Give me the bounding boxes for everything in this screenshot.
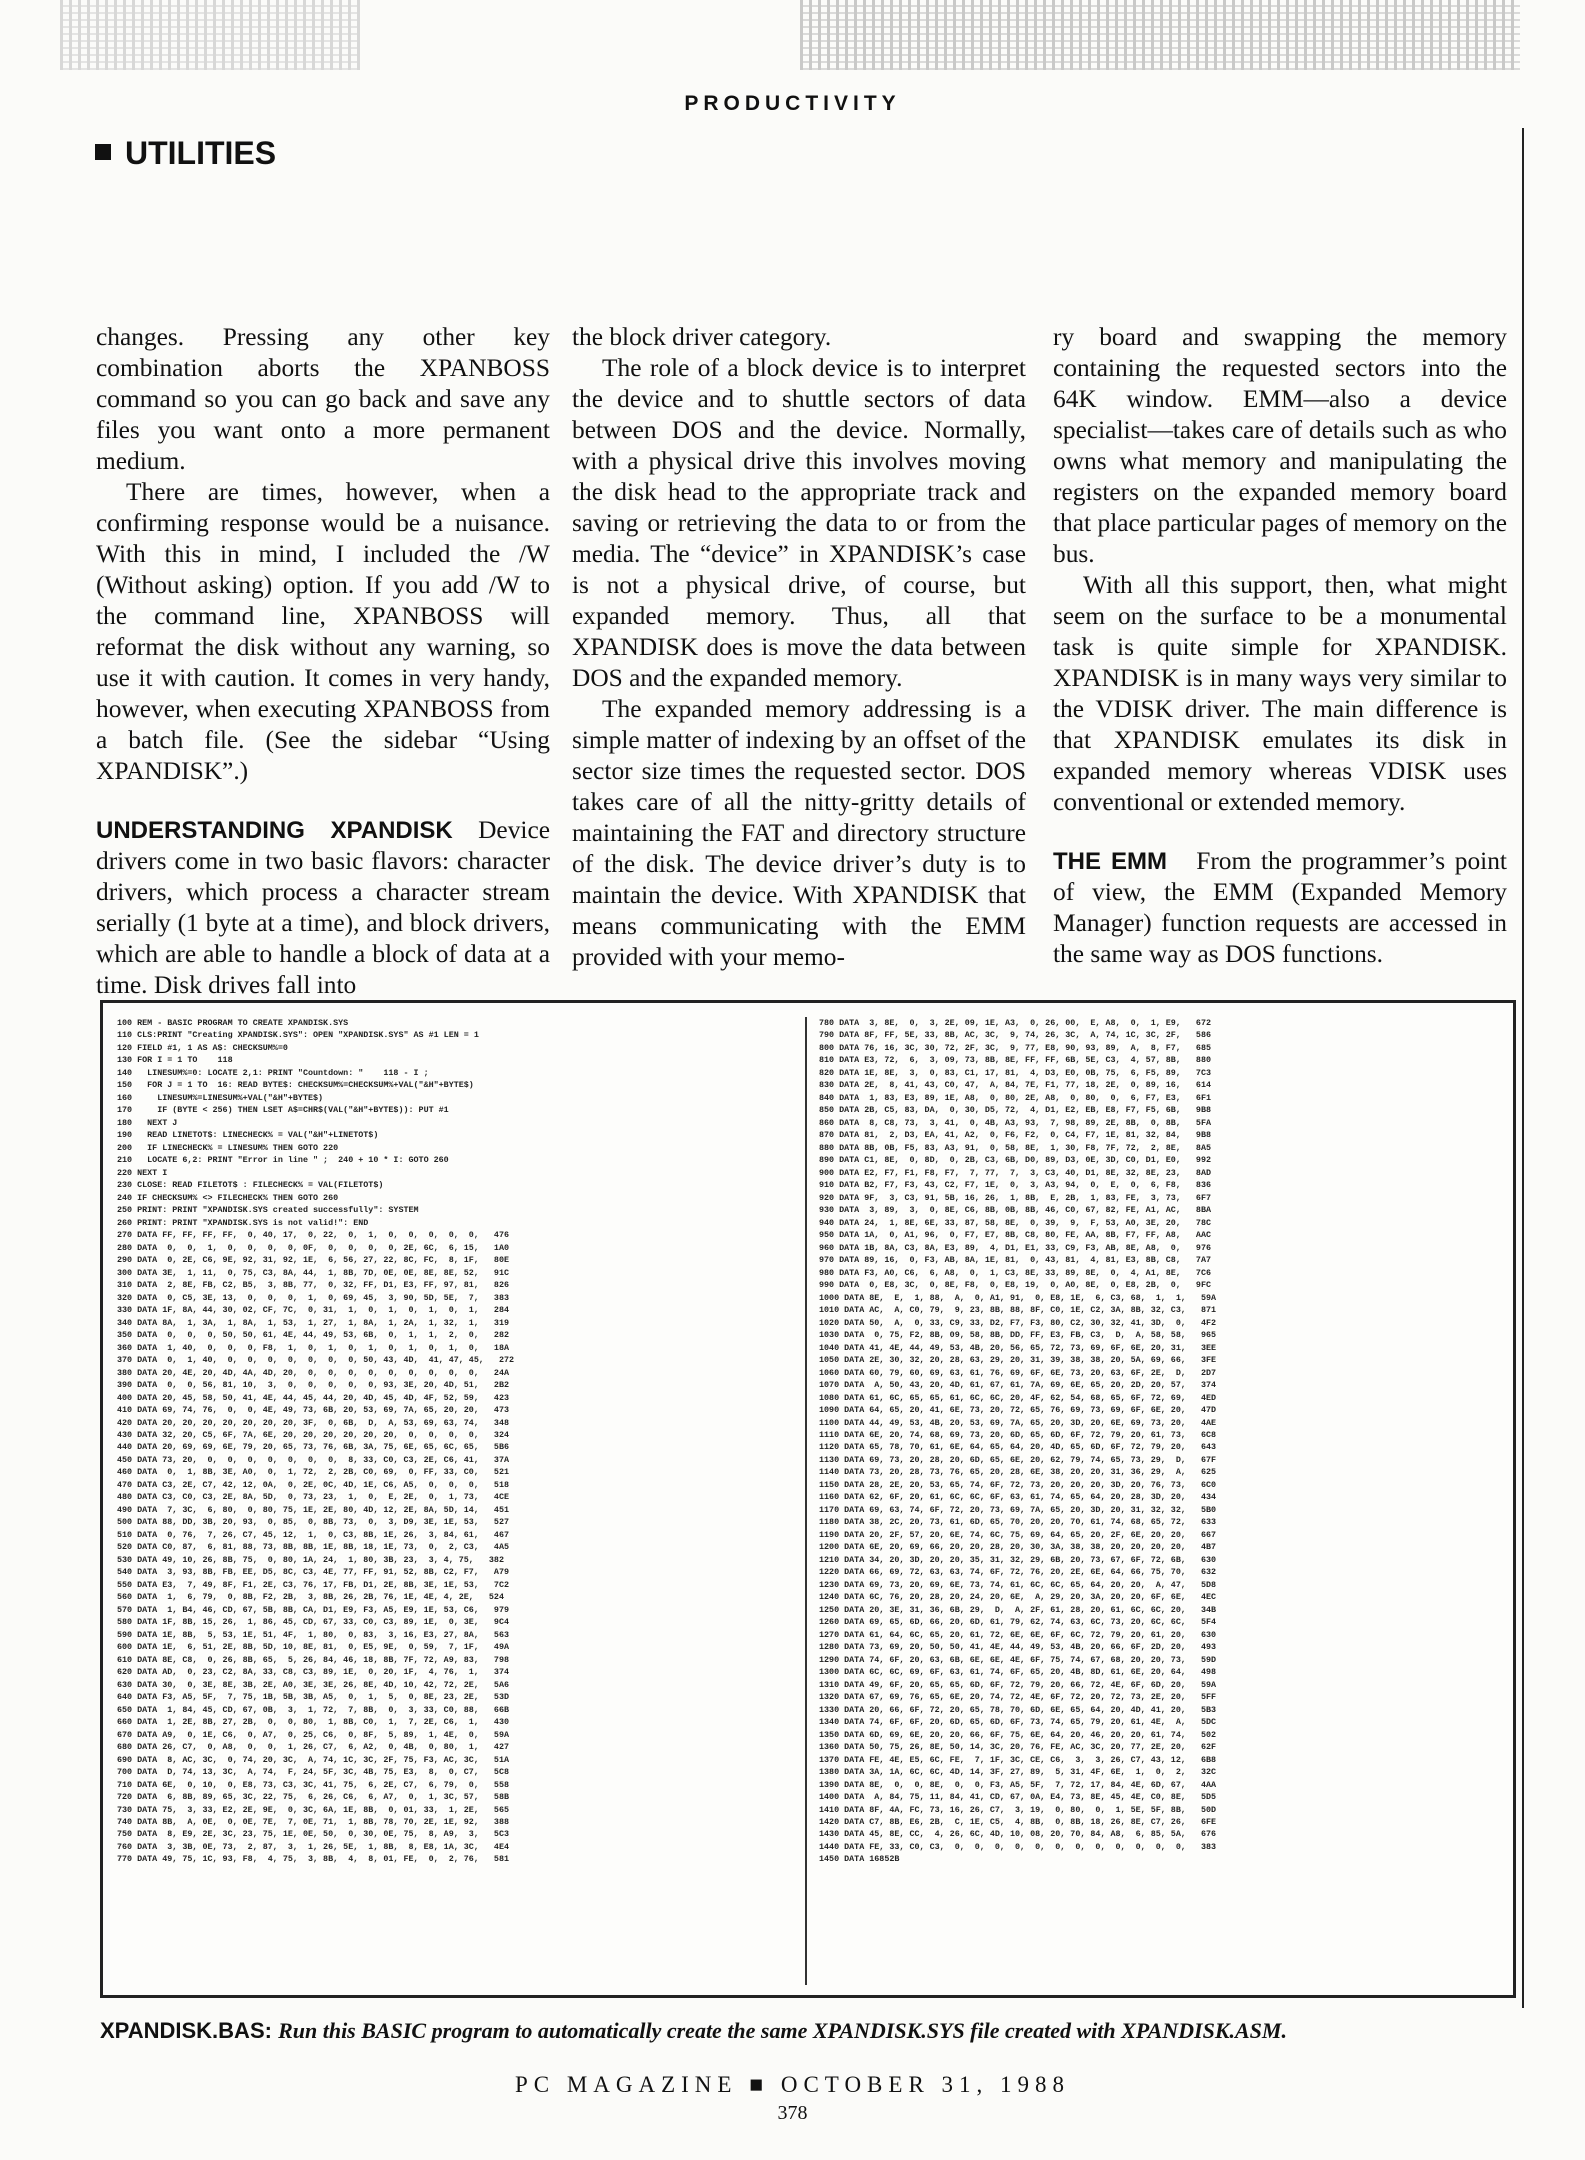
paragraph: changes. Pressing any other key combination aborts the XPANBOSS command so you can go back and save any files you want onto a more permanent medium. [96, 323, 550, 475]
listing-divider [805, 1017, 807, 1985]
subhead-understanding-xpandisk: UNDERSTANDING XPANDISK [96, 817, 453, 844]
paragraph-text: From the programmer’s point of view, the EMM (Expanded Memory Manager) function requests are accessed in the same way as DOS functions. [1053, 847, 1507, 968]
text-column-3 [1053, 322, 1507, 970]
section-title [95, 135, 276, 172]
paragraph: With all this support, then, what might seem on the surface to be a monumental task is quite simple for XPANDISK. XPANDISK is in many ways very similar to the VDISK driver. The main difference is that XPANDISK emulates its disk in expanded memory whereas VDISK uses conventional or extended memory. [1053, 571, 1507, 816]
scan-noise [800, 0, 1520, 70]
code-listing-box [100, 1000, 1516, 1998]
text-column-1 [96, 322, 550, 1001]
square-bullet-icon [95, 144, 111, 160]
paragraph: ry board and swapping the memory containing the requested sectors into the 64K window. EMM—also a device specialist—takes care of details such as who owns what memory and manipulating the registers on the expanded memory board that place particular pages of memory on the bus. [1053, 323, 1507, 568]
section-title-text: UTILITIES [125, 135, 277, 171]
paragraph [96, 815, 550, 1001]
caption-label: XPANDISK.BAS: [100, 2018, 272, 2043]
code-listing-left: 100 REM - BASIC PROGRAM TO CREATE XPANDISK.SYS 110 CLS:PRINT "Creating XPANDISK.SYS": OPEN "XPANDISK.SYS" AS #1 LEN = 1 120 FIELD #1, 1 AS A$: CHECKSUM%=0 130 FOR I = 1 TO 118 140 LINESUM%=0: LOCATE 2,1: PRINT "Countdown: " 118 - I ; 150 FOR J = 1 TO 16: READ BYTE$: CHECKSUM%=CHECKSUM%+VAL("&H"+BYTE$) 160 LINESUM%=LINESUM%+VAL("&H"+BYTE$) 170 IF (BYTE < 256) THEN LSET A$=CHR$(VAL("&H"+BYTE$)): PUT #1 180 NEXT J 190 READ LINETOT$: LINECHECK% = VAL("&H"+LINETOT$) 200 IF LINECHECK% = LINESUM% THEN GOTO 220 210 LOCATE 6,2: PRINT "Error in line " ; 240 + 10 * I: GOTO 260 220 NEXT I 230 CLOSE: READ FILETOT$ : FILECHECK% = VAL(FILETOT$) 240 IF CHECKSUM% <> FILECHECK% THEN GOTO 260 250 PRINT: PRINT "XPANDISK.SYS created successfully": SYSTEM 260 PRINT: PRINT "XPANDISK.SYS is not valid!": END 270 DATA FF, FF, FF, FF, 0, 40, 17, 0, 22, 0, 1, 0, 0, 0, 0, 0, 476 280 DATA 0, 0, 1, 0, 0, 0, 0, 0F, 0, 0, 0, 0, 2E, 6C, 6, 15, 1A0 290 DATA 0, 2E, C6, 9E, 92, 31, 92, 1E, 6, 56, 27, 22, 8C, FC, 8, 1F, 80E 300 DATA 3E, 1, 11, 0, 75, C3, 8A, 44, 1, 8B, 7D, 0E, 0E, 8E, 8E, 52, 91C 310 DATA 2, 8E, FB, C2, B5, 3, 8B, 77, 0, 32, FF, D1, E3, FF, 97, 81, 826 320 DATA 0, C5, 3E, 13, 0, 0, 0, 1, 0, 69, 45, 3, 90, 5D, 5E, 7, 383 330 DATA 1F, 8A, 44, 30, 02, CF, 7C, 0, 31, 1, 0, 1, 0, 1, 0, 1, 284 340 DATA 8A, 1, 3A, 1, 8A, 1, 53, 1, 27, 1, 8A, 1, 2A, 1, 32, 1, 319 350 DATA 0, 0, 0, 50, 50, 61, 4E, 44, 49, 53, 6B, 0, 1, 1, 2, 0, 282 360 DATA 1, 40, 0, 0, 0, F8, 1, 0, 1, 0, 1, 0, 1, 0, 1, 0, 18A 370 DATA 0, 1, 40, 0, 0, 0, 0, 0, 0, 0, 50, 43, 4D, 41, 47, 45, 272 380 DATA 20, 4E, 20, 4D, 4A, 4D, 20, 0, 0, 0, 0, 0, 0, 0, 0, 0, 24A 390 DATA 0, 0, 56, 81, 10, 3, 0, 0, 0, 0, 0, 93, 3E, 20, 4D, 51, 2B2 400 DATA 20, 45, 58, 50, 41, 4E, 44, 45, 44, 20, 4D, 45, 4D, 4F, 52, 59, 423 410 DATA 69, 74, 76, 0, 0, 4E, 49, 73, 6B, 20, 53, 69, 7A, 65, 20, 20, 473 420 DATA 20, 20, 20, 20, 20, 20, 20, 3F, 0, 6B, D, A, 53, 69, 63, 74, 348 430 DATA 32, 20, C5, 6F, 7A, 6E, 20, 20, 20, 20, 20, 20, 0, 0, 0, 0, 324 440 DATA 20, 69, 69, 6E, 79, 20, 65, 73, 76, 6B, 3A, 75, 6E, 65, 6C, 65, 5B6 450 DATA 73, 20, 0, 0, 0, 0, 0, 0, 0, 8, 33, C0, C3, 2E, C6, 41, 37A 460 DATA 0, 1, 8B, 3E, A0, 0, 1, 72, 2, 2B, C0, 69, 0, FF, 33, C0, 521 470 DATA C3, 2E, C7, 42, 12, 0A, 0, 2E, 0C, 4D, 1E, C6, A5, 0, 0, 0, 518 480 DATA C3, C0, C3, 2E, 8A, 5D, 0, 73, 23, 1, 0, E, 2E, 0, 1, 73, 4CE 490 DATA 7, 3C, 6, 80, 0, 80, 75, 1E, 2E, 80, 4D, 12, 2E, 8A, 5D, 14, 451 500 DATA 88, DD, 3B, 20, 93, 0, 85, 0, 8B, 73, 0, 3, D9, 3E, 1E, 53, 527 510 DATA 0, 76, 7, 26, C7, 45, 12, 1, 0, C3, 8B, 1E, 26, 3, 84, 61, 467 520 DATA C0, 87, 6, 81, 88, 73, 8B, 8B, 1E, 8B, 18, 1E, 73, 0, 2, C3, 4A5 530 DATA 49, 10, 26, 8B, 75, 0, 80, 1A, 24, 1, 80, 3B, 23, 3, 4, 75, 382 540 DATA 3, 93, 8B, FB, EE, D5, 8C, C3, 4E, 77, FF, 91, 52, 8B, C2, F7, A79 550 DATA E3, 7, 49, 8F, F1, 2E, C3, 76, 17, FB, D1, 2E, 8B, 3E, 1E, 53, 7C2 560 DATA 1, 6, 79, 0, 8B, F2, 2B, 3, 8B, 26, 2B, 76, 1E, 4E, 4, 2E, 524 570 DATA 1, B4, 46, CD, 67, 5B, 8B, CA, D1, E9, F3, A5, E9, 1E, 53, C6, 979 580 DATA 1F, 8B, 15, 26, 1, 86, 45, CD, 67, 33, C0, C3, 89, 1E, 0, 3E, 9C4 590 DATA 1E, 8B, 5, 53, 1E, 51, 4F, 1, 80, 0, 83, 3, 16, E3, 27, 8A, 563 600 DATA 1E, 6, 51, 2E, 8B, 5D, 10, 8E, 81, 0, E5, 9E, 0, 59, 7, 1F, 49A 610 DATA 8E, C8, 0, 26, 8B, 65, 5, 26, 84, 46, 18, 8B, 7F, 72, A9, 83, 798 620 DATA AD, 0, 23, C2, 8A, 33, C8, C3, 89, 1E, 0, 20, 1F, 4, 76, 1, 374 630 DATA 30, 0, 3E, 8E, 3B, 2E, A0, 3E, 3E, 26, 8E, 4D, 10, 42, 72, 2E, 5A6 640 DATA F3, A5, 5F, 7, 75, 1B, 5B, 3B, A5, 0, 1, 5, 0, 8E, 23, 2E, 53D 650 DATA 1, 84, 45, CD, 67, 0B, 3, 1, 72, 7, 8B, 0, 3, 33, C0, 88, 66B 660 DATA 1, 2E, 8B, 27, 2B, 0, 0, 80, 1, 8B, C0, 1, 7, 2E, C6, 1, 430 670 DATA A9, 0, 1E, C6, 0, A7, 0, 25, C6, 0, 8F, 5, 89, 1, 4E, 0, 59A 680 DATA 26, C7, 0, A8, 0, 0, 1, 26, C7, 6, A2, 0, 4B, 0, 80, 1, 427 690 DATA 8, AC, 3C, 0, 74, 20, 3C, A, 74, 1C, 3C, 2F, 75, F3, AC, 3C, 51A 700 DATA D, 74, 13, 3C, A, 74, F, 24, 5F, 3C, 4B, 75, E3, 8, 0, C7, 5C8 710 DATA 6E, 0, 10, 0, E8, 73, C3, 3C, 41, 75, 6, 2E, C7, 6, 79, 0, 558 720 DATA 6, 8B, 89, 65, 3C, 22, 75, 6, 26, C6, 6, A7, 0, 1, 3C, 57, 58B 730 DATA 75, 3, 33, E2, 2E, 9E, 0, 3C, 6A, 1E, 8B, 0, 01, 33, 1, 2E, 565 740 DATA 8B, A, 0E, 0, 0E, 7E, 7, 0E, 71, 1, 8B, 78, 70, 2E, 1E, 92, 388 750 DATA 8, E9, 2E, 3C, 23, 75, 1E, 0E, 50, 0, 30, 0E, 75, 8, A9, 3, 5C3 760 DATA 3, 3B, 0E, 73, 2, 87, 3, 1, 26, 5E, 1, 8B, 8, E8, 1A, 3C, 4E4 770 DATA 49, 75, 1C, 93, F8, 4, 75, 3, 8B, 4, 8, 01, FE, 0, 2, 76, 581 [117, 1018, 515, 1865]
page-number: 378 [777, 2102, 808, 2124]
paragraph: The role of a block device is to interpret the device and to shuttle sectors of data between DOS and the device. Normally, with a physical drive this involves moving the disk head to the appropriate track and saving or retrieving the data to or from the media. The “device” in XPANDISK’s case is not a physical drive, of course, but expanded memory. Thus, all that XPANDISK does is move the data between DOS and the expanded memory. [572, 354, 1026, 692]
paragraph: the block driver category. [572, 323, 832, 351]
code-listing-right: 780 DATA 3, 8E, 0, 3, 2E, 09, 1E, A3, 0, 26, 00, E, A8, 0, 1, E9, 672 790 DATA 8F, FF, 5E, 33, 8B, AC, 3C, 9, 74, 26, 3C, A, 74, 1C, 3C, 2F, 586 800 DATA 76, 16, 3C, 30, 72, 2F, 3C, 9, 77, E8, 90, 93, 89, A, 8, F7, 685 810 DATA E3, 72, 6, 3, 09, 73, 8B, 8E, FF, FF, 6B, 5E, C3, 4, 57, 8B, 880 820 DATA 1E, 8E, 3, 0, 83, C1, 17, 81, 4, D3, E0, 0B, 75, 6, F5, 89, 7C3 830 DATA 2E, 8, 41, 43, C0, 47, A, 84, 7E, F1, 77, 18, 2E, 0, 89, 16, 614 840 DATA 1, 83, E3, 89, 1E, A8, 0, 80, 2E, A8, 0, 80, 0, 6, F7, E3, 6F1 850 DATA 2B, C5, 83, DA, 0, 30, D5, 72, 4, D1, E2, EB, E8, F7, F5, 6B, 9B8 860 DATA 8, C8, 73, 3, 41, 0, 4B, A3, 93, 7, 98, 89, 2E, 8B, 0, 8B, 5FA 870 DATA 81, 2, D3, EA, 41, A2, 0, F6, F2, 0, C4, F7, 1E, 81, 32, 84, 9B8 880 DATA 8B, 0B, F5, 83, A3, 91, 0, 58, 8E, 1, 30, F8, 7F, 72, 2, 8E, 8A5 890 DATA C1, 8E, 0, 8D, 0, 2B, C3, 6B, D0, 89, D3, 0E, 3D, C0, D1, E0, 992 900 DATA E2, F7, F1, F8, F7, 7, 77, 7, 3, C3, 40, D1, 8E, 32, 8E, 23, 8AD 910 DATA B2, F7, F3, 43, C2, F7, 1E, 0, 3, A3, 94, 0, E, 0, 6, F8, 836 920 DATA 9F, 3, C3, 91, 5B, 16, 26, 1, 8B, E, 2B, 1, 83, FE, 3, 73, 6F7 930 DATA 3, 89, 3, 0, 8E, C6, 8B, 0B, 8B, 46, C0, 67, 82, FE, A1, AC, 8BA 940 DATA 24, 1, 8E, 6E, 33, 87, 58, 8E, 0, 39, 9, F, 53, A0, 3E, 20, 78C 950 DATA 1A, 0, A1, 96, 0, F7, E7, 8B, C8, 80, FE, AA, 8B, F7, FF, A8, AAC 960 DATA 1B, 8A, C3, 8A, E3, 89, 4, D1, E1, 33, C9, F3, AB, 8E, A8, 0, 976 970 DATA 89, 16, 0, F3, AB, 8A, 1E, 81, 0, 43, 81, 4, 81, E3, 8B, C8, 7A7 980 DATA F3, A0, C6, 6, A8, 0, 1, C3, 8E, 33, 89, 8E, 0, 4, A1, 8E, 7C6 990 DATA 0, E8, 3C, 0, 8E, F8, 0, E8, 19, 0, A0, 8E, 0, E8, 2B, 0, 9FC 1000 DATA 8E, E, 1, 88, A, 0, A1, 91, 0, E8, 1E, 6, C3, 68, 1, 1, 59A 1010 DATA AC, A, C0, 79, 9, 23, 8B, 88, 8F, C0, 1E, C2, 3A, 8B, 32, C3, 871 1020 DATA 50, A, 0, 33, C9, 33, D2, F7, F3, 80, C2, 30, 32, 41, 3D, 0, 4F2 1030 DATA 0, 75, F2, 8B, 09, 58, 8B, DD, FF, E3, FB, C3, D, A, 58, 58, 965 1040 DATA 41, 4E, 44, 49, 53, 4B, 20, 56, 65, 72, 73, 69, 6F, 6E, 20, 31, 3EE 1050 DATA 2E, 30, 32, 20, 28, 63, 29, 20, 31, 39, 38, 38, 20, 5A, 69, 66, 3FE 1060 DATA 60, 79, 60, 69, 63, 61, 76, 69, 6F, 6E, 73, 20, 63, 6F, 2E, D, 2D7 1070 DATA A, 50, 43, 20, 4D, 61, 67, 61, 7A, 69, 6E, 65, 20, 2D, 20, 57, 374 1080 DATA 61, 6C, 65, 65, 61, 6C, 6C, 20, 4F, 62, 54, 68, 65, 6F, 72, 69, 4ED 1090 DATA 64, 65, 20, 41, 6E, 73, 20, 72, 65, 76, 69, 73, 69, 6F, 6E, 20, 47D 1100 DATA 44, 49, 53, 4B, 20, 53, 69, 7A, 65, 20, 3D, 20, 6E, 69, 73, 20, 4AE 1110 DATA 6E, 20, 74, 68, 69, 73, 20, 6D, 65, 6D, 6F, 72, 79, 20, 61, 73, 6C8 1120 DATA 65, 78, 70, 61, 6E, 64, 65, 64, 20, 4D, 65, 6D, 6F, 72, 79, 20, 643 1130 DATA 69, 73, 20, 28, 20, 6D, 65, 6E, 20, 62, 79, 74, 65, 73, 29, D, 67F 1140 DATA 73, 20, 28, 73, 76, 65, 20, 28, 6E, 38, 20, 20, 31, 36, 29, A, 625 1150 DATA 28, 2E, 20, 53, 65, 74, 6F, 72, 73, 20, 20, 20, 3D, 20, 76, 73, 6C0 1160 DATA 62, 6F, 20, 61, 6C, 6C, 6F, 63, 61, 74, 65, 64, 20, 28, 3D, 20, 434 1170 DATA 69, 63, 74, 6F, 72, 20, 73, 69, 7A, 65, 20, 3D, 20, 31, 32, 32, 5B0 1180 DATA 38, 2C, 20, 73, 61, 6D, 65, 70, 20, 20, 70, 61, 74, 68, 65, 72, 633 1190 DATA 20, 2F, 57, 20, 6E, 74, 6C, 75, 69, 64, 65, 20, 2F, 6E, 20, 20, 667 1200 DATA 6E, 20, 69, 66, 20, 20, 28, 20, 30, 3A, 38, 38, 20, 20, 20, 20, 4B7 1210 DATA 34, 20, 3D, 20, 20, 35, 31, 32, 29, 6B, 20, 73, 67, 6F, 72, 6B, 630 1220 DATA 66, 69, 72, 63, 63, 74, 6F, 72, 76, 20, 2E, 6E, 64, 66, 75, 70, 632 1230 DATA 69, 73, 20, 69, 6E, 73, 74, 61, 6C, 6C, 65, 64, 20, 20, A, 47, 5D8 1240 DATA 6C, 76, 20, 28, 20, 24, 20, 6E, A, 29, 20, 3A, 20, 20, 6F, 6E, 4EC 1250 DATA 20, 3E, 31, 36, 6B, 29, D, A, 2F, 61, 28, 20, 61, 6C, 6C, 20, 34B 1260 DATA 69, 65, 6D, 66, 20, 6D, 61, 79, 62, 74, 63, 6C, 73, 20, 6C, 6C, 5F4 1270 DATA 61, 64, 6C, 65, 20, 61, 72, 6E, 6E, 6F, 6C, 72, 79, 20, 61, 20, 630 1280 DATA 73, 69, 20, 50, 50, 41, 4E, 44, 49, 53, 4B, 20, 66, 6F, 2D, 20, 493 1290 DATA 74, 6F, 20, 63, 6B, 6E, 6E, 4E, 6F, 75, 74, 67, 68, 20, 20, 73, 59D 1300 DATA 6C, 6C, 69, 6F, 63, 61, 74, 6F, 65, 20, 4B, 8D, 61, 6E, 20, 64, 498 1310 DATA 49, 6F, 20, 65, 65, 6D, 6F, 72, 79, 20, 66, 72, 4E, 6F, 6D, 20, 59A 1320 DATA 67, 69, 76, 65, 6E, 20, 74, 72, 4E, 6F, 72, 20, 72, 73, 2E, 20, 5FF 1330 DATA 20, 66, 6F, 72, 20, 65, 78, 70, 6D, 6E, 65, 64, 20, 4D, 41, 20, 5B3 1340 DATA 74, 6F, 6F, 20, 6D, 65, 6D, 6F, 73, 74, 65, 79, 20, 61, 4E, A, 5DC 1350 DATA 6D, 69, 6E, 20, 20, 66, 6F, 75, 6E, 64, 20, 46, 20, 20, 61, 74, 502 1360 DATA 50, 75, 26, 8E, 50, 14, 3C, 20, 76, FE, AC, 3C, 20, 77, 2E, 20, 62F 1370 DATA FE, 4E, E5, 6C, FE, 7, 1F, 3C, CE, C6, 3, 3, 26, C7, 43, 12, 6B8 1380 DATA 3A, 1A, 6C, 6C, 4D, 14, 3F, 27, 89, 5, 31, 4F, 6E, 1, 0, 2, 32C 1390 DATA 8E, 0, 0, 8E, 0, 0, F3, A5, 5F, 7, 72, 17, 84, 4E, 6D, 67, 4AA 1400 DATA A, 84, 75, 11, 84, 41, CD, 67, 0A, E4, 73, 8E, 45, 4E, C0, 8E, 5D5 1410 DATA 8F, 4A, FC, 73, 16, 26, C7, 3, 19, 0, 80, 0, 1, 5E, 5F, 8B, 50D 1420 DATA C7, 8B, E6, 2B, C, 1E, C5, 4, 8B, 0, 8B, 18, 26, 8E, C7, 26, 6FE 1430 DATA 45, 8E, CC, 4, 26, 6C, 4D, 10, 08, 20, 70, 84, A8, 6, 85, 5A, 676 1440 DATA FE, 33, C0, C3, 0, 0, 0, 0, 0, 0, 0, 0, 0, 0, 0, 0, 383 1450 DATA 16852B [819, 1018, 1217, 1865]
column-rule [1522, 128, 1524, 2008]
text-column-2 [572, 322, 1026, 973]
paragraph: The expanded memory addressing is a simple matter of indexing by an offset of the sector size times the requested sector. DOS takes care of all the nitty-gritty details of maintaining the FAT and directory structure of the disk. The device driver’s duty is to maintain the device. With XPANDISK that means communicating with the EMM provided with your memo- [572, 695, 1026, 971]
paragraph-text: Device drivers come in two basic flavors: character drivers, which process a character stream serially (1 byte at a time), and block drivers, which are able to handle a block of data at a time. Disk drives fall into [96, 816, 550, 999]
running-header: PRODUCTIVITY [684, 92, 901, 115]
caption-text: Run this BASIC program to automatically create the same XPANDISK.SYS file created with XPANDISK.ASM. [278, 2018, 1287, 2043]
subhead-the-emm: THE EMM [1053, 848, 1168, 875]
listing-caption [100, 2018, 1520, 2044]
paragraph: There are times, however, when a confirming response would be a nuisance. With this in mind, I included the /W (Without asking) option. If you add /W to the command line, XPANBOSS will reformat the disk without any warning, so use it with caution. It comes in very handy, however, when executing XPANBOSS from a batch file. (See the sidebar “Using XPANDISK”.) [96, 478, 550, 785]
scan-noise [60, 0, 360, 70]
paragraph [1053, 846, 1507, 970]
page-footer: PC MAGAZINE ■ OCTOBER 31, 1988 [514, 2072, 1071, 2097]
